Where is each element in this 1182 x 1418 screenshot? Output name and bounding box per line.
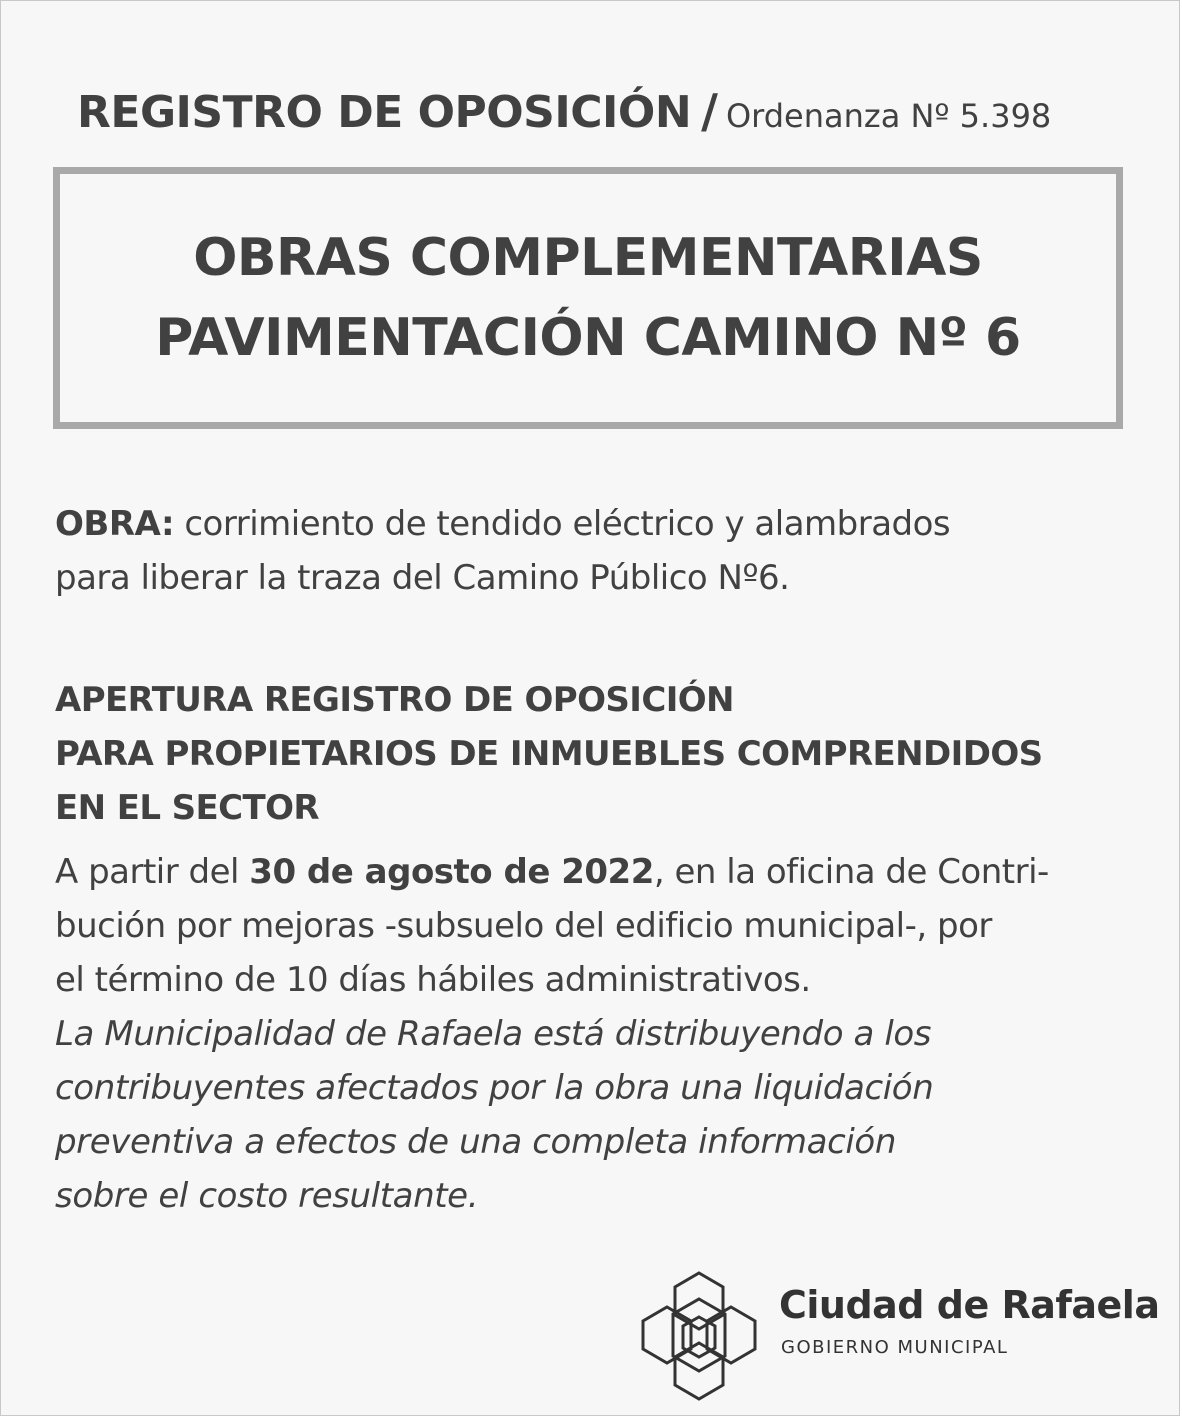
obra-label: OBRA: bbox=[55, 504, 175, 544]
logo-subtitle: GOBIERNO MUNICIPAL bbox=[781, 1337, 1009, 1358]
header bbox=[77, 81, 1051, 152]
aviso-line-3: preventiva a efectos de una completa información bbox=[55, 1122, 896, 1162]
apertura-line-2: PARA PROPIETARIOS DE INMUEBLES COMPRENDIDOS bbox=[55, 734, 1043, 774]
aviso-paragraph bbox=[55, 1007, 1165, 1223]
interlocking-hexagons-icon bbox=[639, 1267, 759, 1407]
apertura-heading bbox=[55, 673, 1165, 835]
title-box bbox=[53, 167, 1123, 429]
obra-paragraph bbox=[55, 497, 1165, 605]
apertura-line-3: EN EL SECTOR bbox=[55, 788, 319, 828]
city-logo bbox=[639, 1267, 1160, 1407]
detalle-paragraph bbox=[55, 845, 1165, 1007]
logo-city-name: Ciudad de Rafaela bbox=[779, 1283, 1160, 1327]
ordinance-number: Ordenanza Nº 5.398 bbox=[725, 97, 1052, 135]
detalle-line-3: el término de 10 días hábiles administrativos. bbox=[55, 960, 811, 1000]
header-separator: / bbox=[701, 84, 718, 138]
detalle-prefix: A partir del bbox=[55, 852, 250, 892]
obra-text-1: corrimiento de tendido eléctrico y alambrados bbox=[174, 504, 951, 544]
header-title: REGISTRO DE OPOSICIÓN bbox=[77, 87, 692, 138]
detalle-line-2: bución por mejoras -subsuelo del edificio municipal-, por bbox=[55, 906, 992, 946]
obra-text-2: para liberar la traza del Camino Público Nº6. bbox=[55, 558, 790, 598]
aviso-line-2: contribuyentes afectados por la obra una liquidación bbox=[55, 1068, 934, 1108]
aviso-line-1: La Municipalidad de Rafaela está distribuyendo a los bbox=[55, 1014, 932, 1054]
detalle-suffix: , en la oficina de Contri- bbox=[653, 852, 1049, 892]
aviso-line-4: sobre el costo resultante. bbox=[55, 1176, 479, 1216]
title-line-2: PAVIMENTACIÓN CAMINO Nº 6 bbox=[155, 308, 1021, 368]
title-line-1: OBRAS COMPLEMENTARIAS bbox=[193, 228, 983, 288]
detalle-date: 30 de agosto de 2022 bbox=[249, 852, 654, 892]
apertura-line-1: APERTURA REGISTRO DE OPOSICIÓN bbox=[55, 680, 734, 720]
